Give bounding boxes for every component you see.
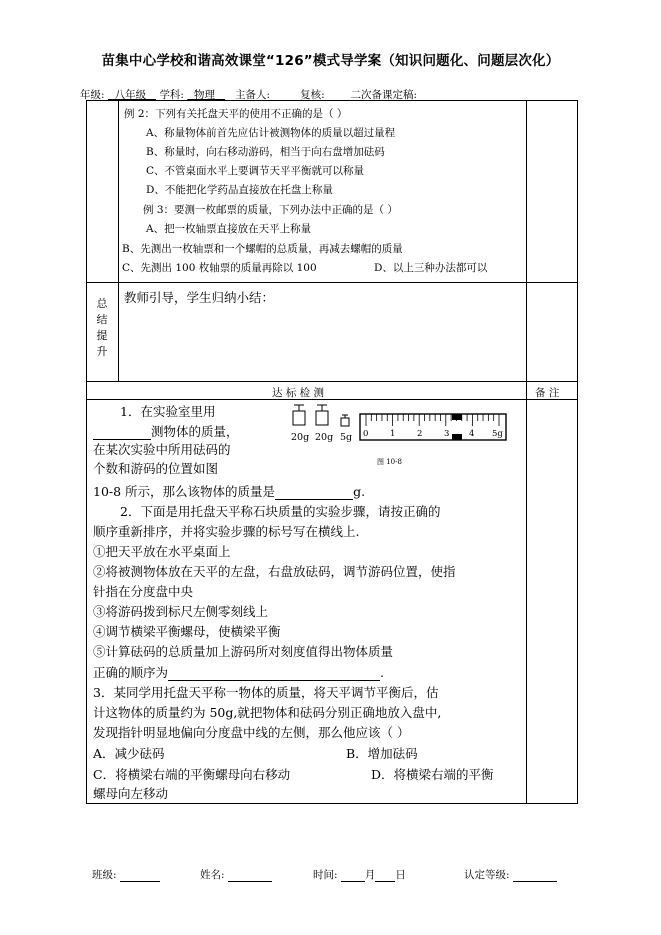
- q2-line-2: 顺序重新排序，并将实验步骤的标号写在横线上.: [93, 524, 360, 539]
- q1-line-4: 个数和游码的位置如图: [93, 461, 219, 476]
- q3-option-d-cont: 螺母向左移动: [93, 786, 169, 801]
- q2-step-1: ①把天平放在水平桌面上: [93, 544, 231, 559]
- q2-line-1: 2．下面是用托盘天平称石块质量的实验步骤，请按正确的: [120, 504, 441, 519]
- q1-line-1: 1．在实验室里用: [120, 404, 216, 419]
- summary-divider: [86, 282, 578, 283]
- q3-option-a[interactable]: A．减少砝码: [93, 746, 165, 761]
- ruler-tick-label-2: 2: [417, 429, 423, 439]
- ruler-tick-label-1: 1: [390, 429, 396, 439]
- example-3-option-a: A、把一枚轴票直接放在天平上称量: [146, 223, 312, 235]
- slider-ruler: [360, 414, 506, 440]
- example-2-option-a: A、称量物体前首先应估计被测物体的质量以超过量程: [146, 127, 396, 139]
- weight-label-2: 20g: [315, 432, 334, 443]
- ruler-tick-label-4: 4: [469, 429, 475, 439]
- reviewer-value: ___: [328, 89, 344, 101]
- remark-column-divider: [526, 100, 527, 804]
- q1-line-2: 测物体的质量，: [93, 422, 239, 440]
- weight-label-3: 5g: [340, 432, 353, 443]
- q1-line-3: 在某次实验中所用砝码的: [93, 442, 231, 457]
- footer-level: 认定等级:: [464, 867, 557, 882]
- second-prep-label: 二次备课定稿:: [350, 89, 418, 101]
- q2-step-3: ③将游码拨到标尺左侧零刻线上: [93, 604, 269, 619]
- ruler-tick-label-3: 3: [444, 429, 450, 439]
- check-header: 达 标 检 测: [272, 387, 325, 399]
- check-section-divider: [86, 381, 578, 382]
- figure-weights-and-ruler: [290, 402, 512, 448]
- q3-option-d[interactable]: D．将横梁右端的平衡: [371, 767, 494, 782]
- q2-step-2-cont: 针指在分度盘中央: [93, 584, 194, 599]
- q3-line-1: 3．某同学用托盘天平称一物体的质量，将天平调节平衡后，估: [93, 685, 439, 700]
- q3-line-2: 计这物体的质量约为 50g,就把物体和砝码分别正确地放入盘中,: [93, 705, 442, 720]
- summary-side-label: 总 结 提 升: [96, 297, 108, 358]
- q2-step-4: ④调节横梁平衡螺母，使横梁平衡: [93, 624, 281, 639]
- q3-option-c[interactable]: C．将横梁右端的平衡螺母向右移动: [93, 767, 291, 782]
- page-title: 苗集中心学校和谐高效课堂“126”模式导学案（知识问题化、问题层次化）: [101, 53, 560, 69]
- q1-line-5: 10-8 所示，那么该物体的质量是 g.: [93, 484, 366, 499]
- example-3-option-c: C、先测出 100 枚轴票的质量再除以 100: [122, 262, 317, 274]
- second-prep-value: ________: [420, 89, 463, 101]
- grade-value: 八年级: [114, 89, 147, 101]
- footer-name-blank[interactable]: [228, 869, 272, 882]
- q2-answer-line: 正确的顺序为 .: [93, 665, 384, 680]
- grade-label: 年级:: [80, 89, 105, 101]
- footer-time: 时间: 月 日: [313, 869, 406, 881]
- rider-bottom: [452, 434, 462, 440]
- footer-class: 班级:: [92, 867, 160, 882]
- q1-blank-instrument[interactable]: [93, 422, 151, 440]
- example-2-option-b: B、称量时，向右移动游码，相当于向右盘增加砝码: [146, 146, 385, 158]
- summary-content: 教师引导，学生归纳小结：: [124, 290, 275, 305]
- ruler-tick-label-5: 5g: [492, 429, 503, 439]
- weight-20g-1: [293, 405, 305, 425]
- q3-line-3: 发现指针明显地偏向分度盘中线的左侧，那么他应该（ ）: [93, 725, 410, 740]
- remark-header: 备 注: [535, 387, 560, 399]
- example-3-option-d: D、以上三种办法都可以: [374, 262, 488, 274]
- q2-step-2: ②将被测物体放在天平的左盘，右盘放砝码，调节游码位置，使指: [93, 564, 456, 579]
- footer-level-blank[interactable]: [513, 869, 557, 882]
- example-3-question: 例 3：要测一枚邮票的质量，下列办法中正确的是（ ）: [143, 204, 398, 216]
- weight-20g-2: [316, 405, 328, 425]
- check-header-divider: [86, 399, 578, 400]
- footer-day-blank[interactable]: [375, 869, 395, 882]
- example-2-question: 例 2：下列有关托盘天平的使用不正确的是（ ）: [124, 108, 348, 120]
- q1-blank-mass[interactable]: [275, 482, 353, 500]
- example-2-option-d: D、不能把化学药品直接放在托盘上称量: [146, 184, 333, 196]
- rider-top: [452, 414, 462, 420]
- ruler-tick-label-0: 0: [363, 429, 369, 439]
- footer-class-blank[interactable]: [120, 869, 160, 882]
- figure-caption: 图 10-8: [377, 458, 402, 466]
- example-2-option-c: C、不管桌面水平上要调节天平平衡就可以称量: [146, 165, 365, 177]
- footer-name: 姓名:: [200, 867, 272, 882]
- example-3-option-b: B、先测出一枚轴票和一个螺帽的总质量，再减去螺帽的质量: [122, 243, 403, 255]
- q3-option-b[interactable]: B．增加砝码: [346, 746, 418, 761]
- q2-blank-order[interactable]: [168, 663, 380, 681]
- preparer-label: 主备人:: [235, 89, 271, 101]
- weight-5g: [341, 415, 349, 426]
- subject-label: 学科:: [159, 89, 184, 101]
- q2-step-5: ⑤计算砝码的总质量加上游码所对刻度值得出物体质量: [93, 644, 394, 659]
- subject-value: 物理: [194, 89, 216, 101]
- weight-label-1: 20g: [291, 432, 310, 443]
- footer-month-blank[interactable]: [341, 869, 365, 882]
- reviewer-label: 复核:: [300, 89, 325, 101]
- side-column-divider: [118, 100, 119, 381]
